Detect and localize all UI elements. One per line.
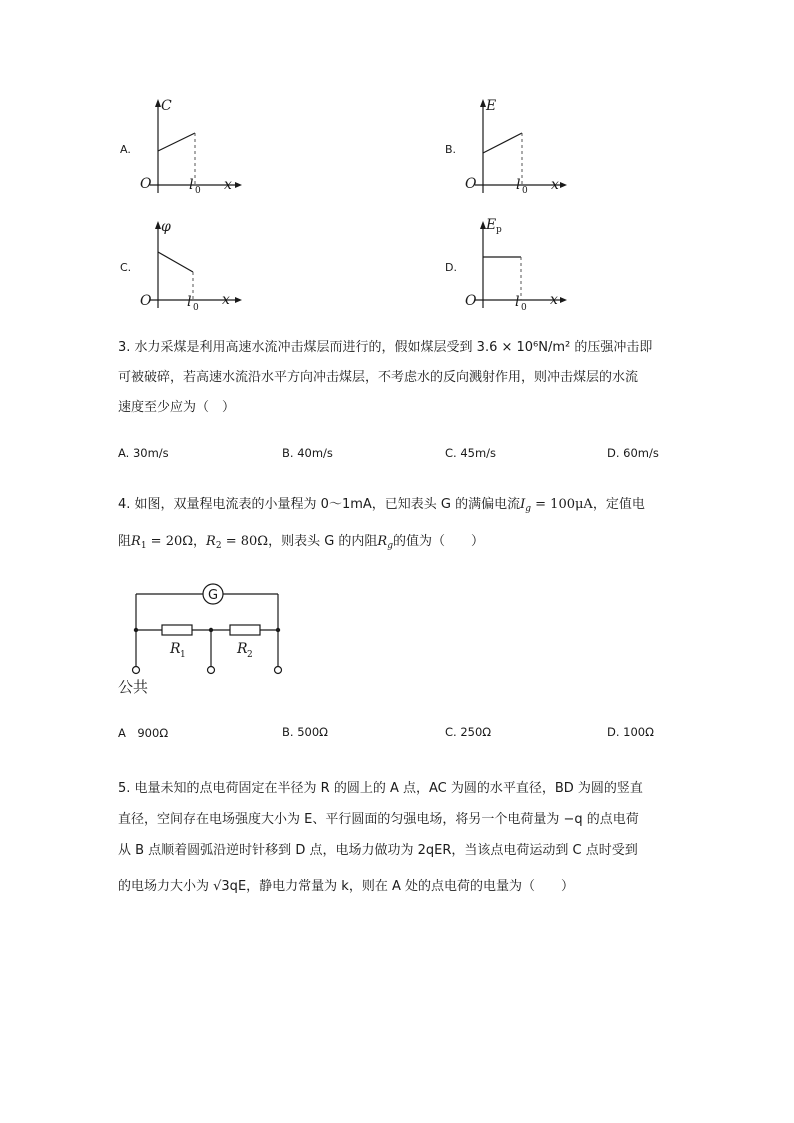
q3-line-3: 速度至少应为（ ） bbox=[118, 400, 236, 415]
q4-line-2 bbox=[118, 527, 678, 561]
graph-option-a bbox=[110, 95, 260, 195]
resistor-r1 bbox=[162, 625, 192, 635]
r2-label-subscript: 2 bbox=[247, 650, 253, 660]
option-label: C. bbox=[120, 261, 132, 274]
question-4 bbox=[118, 490, 678, 561]
q5-line-3: 从 B 点顺着圆弧沿逆时针移到 D 点，电场力做功为 2qER，当该点电荷运动到 C 点时受到 bbox=[118, 843, 638, 858]
q4-text: ，定值电 bbox=[592, 497, 645, 512]
l0-subscript: 0 bbox=[522, 186, 528, 196]
terminal-right bbox=[275, 667, 282, 674]
origin-label: O bbox=[465, 176, 477, 192]
graph-plot bbox=[110, 215, 260, 315]
r1-symbol: R bbox=[131, 534, 141, 549]
rg-subscript: g bbox=[387, 541, 393, 551]
q4-text: 4. 如图，双量程电流表的小量程为 0～1mA，已知表头 G 的满偏电流 bbox=[118, 497, 521, 512]
q4-choice-d[interactable]: D. 100Ω bbox=[607, 725, 654, 739]
q3-choice-d[interactable]: D. 60m/s bbox=[607, 446, 659, 460]
option-label: D. bbox=[445, 261, 457, 274]
option-label: B. bbox=[445, 143, 457, 156]
y-axis-label: E bbox=[486, 98, 497, 114]
y-axis-label: C bbox=[161, 98, 172, 114]
l0-label: l bbox=[515, 294, 520, 310]
common-terminal-label: 公共 bbox=[118, 678, 149, 696]
q4-choice-c[interactable]: C. 250Ω bbox=[445, 725, 492, 739]
origin-label: O bbox=[140, 293, 152, 309]
q3-choice-c[interactable]: C. 45m/s bbox=[445, 446, 497, 460]
q4-text: ，则表头 G 的内阻 bbox=[268, 534, 378, 549]
q3-choice-a[interactable]: A. 30m/s bbox=[118, 446, 169, 460]
q5-line-2: 直径，空间存在电场强度大小为 E、平行圆面的匀强电场，将另一个电荷量为 −q 的点电荷 bbox=[118, 812, 639, 827]
ig-subscript: g bbox=[525, 504, 532, 514]
r1-label-subscript: 1 bbox=[180, 650, 186, 660]
question-5 bbox=[118, 773, 678, 902]
l0-label: l bbox=[516, 177, 521, 193]
circuit-diagram bbox=[115, 580, 315, 700]
ig-symbol: I bbox=[520, 497, 526, 512]
q3-choice-b[interactable]: B. 40m/s bbox=[282, 446, 333, 460]
q4-text: ， bbox=[193, 534, 207, 549]
option-label: A. bbox=[120, 143, 131, 156]
l0-subscript: 0 bbox=[195, 186, 201, 196]
graph-option-d bbox=[435, 215, 585, 315]
q4-line-1 bbox=[118, 490, 678, 524]
r1-label: R bbox=[170, 641, 181, 657]
l0-label: l bbox=[189, 177, 194, 193]
x-axis-label: x bbox=[224, 177, 232, 193]
x-axis-label: x bbox=[550, 292, 558, 308]
q5-line-1: 5. 电量未知的点电荷固定在半径为 R 的圆上的 A 点，AC 为圆的水平直径，BD 为圆的竖直 bbox=[118, 781, 643, 796]
question-3 bbox=[118, 333, 678, 423]
terminal-middle bbox=[208, 667, 215, 674]
ig-value: = 100μA bbox=[531, 497, 593, 512]
y-axis-label: E bbox=[486, 217, 497, 233]
q4-choice-a[interactable]: A 900Ω bbox=[118, 726, 169, 740]
q4-text: 阻 bbox=[118, 534, 132, 549]
origin-label: O bbox=[465, 293, 477, 309]
q4-text: 的值为（ ） bbox=[392, 534, 484, 549]
l0-label: l bbox=[187, 294, 192, 310]
graph-option-c bbox=[110, 215, 260, 315]
r2-label: R bbox=[237, 641, 248, 657]
r2-value: = 80Ω bbox=[221, 534, 269, 549]
rg-symbol: R bbox=[377, 534, 388, 549]
q3-line-1: 3. 水力采煤是利用高速水流冲击煤层而进行的，假如煤层受到 3.6 × 10⁶N/m² 的压强冲击即 bbox=[118, 340, 653, 355]
q5-line-4: 的电场力大小为 √3qE，静电力常量为 k，则在 A 处的点电荷的电量为（ ） bbox=[118, 879, 574, 894]
graph-plot bbox=[435, 95, 585, 195]
l0-subscript: 0 bbox=[193, 303, 199, 313]
y-axis-subscript: p bbox=[496, 225, 502, 235]
origin-label: O bbox=[140, 176, 152, 192]
graph-option-b bbox=[435, 95, 585, 195]
graph-plot bbox=[435, 215, 585, 315]
l0-subscript: 0 bbox=[521, 303, 527, 313]
r2-symbol: R bbox=[206, 534, 216, 549]
q4-choice-b[interactable]: B. 500Ω bbox=[282, 725, 328, 739]
x-axis-label: x bbox=[222, 292, 230, 308]
resistor-r2 bbox=[230, 625, 260, 635]
terminal-common bbox=[133, 667, 140, 674]
x-axis-label: x bbox=[551, 177, 559, 193]
graph-plot bbox=[110, 95, 260, 195]
r1-subscript: 1 bbox=[140, 541, 147, 551]
r2-subscript: 2 bbox=[215, 541, 222, 551]
q3-line-2: 可被破碎，若高速水流沿水平方向冲击煤层，不考虑水的反向溅射作用，则冲击煤层的水流 bbox=[118, 370, 639, 385]
galvanometer-label: G bbox=[207, 588, 219, 603]
r1-value: = 20Ω bbox=[146, 534, 194, 549]
y-axis-label: φ bbox=[161, 219, 171, 235]
